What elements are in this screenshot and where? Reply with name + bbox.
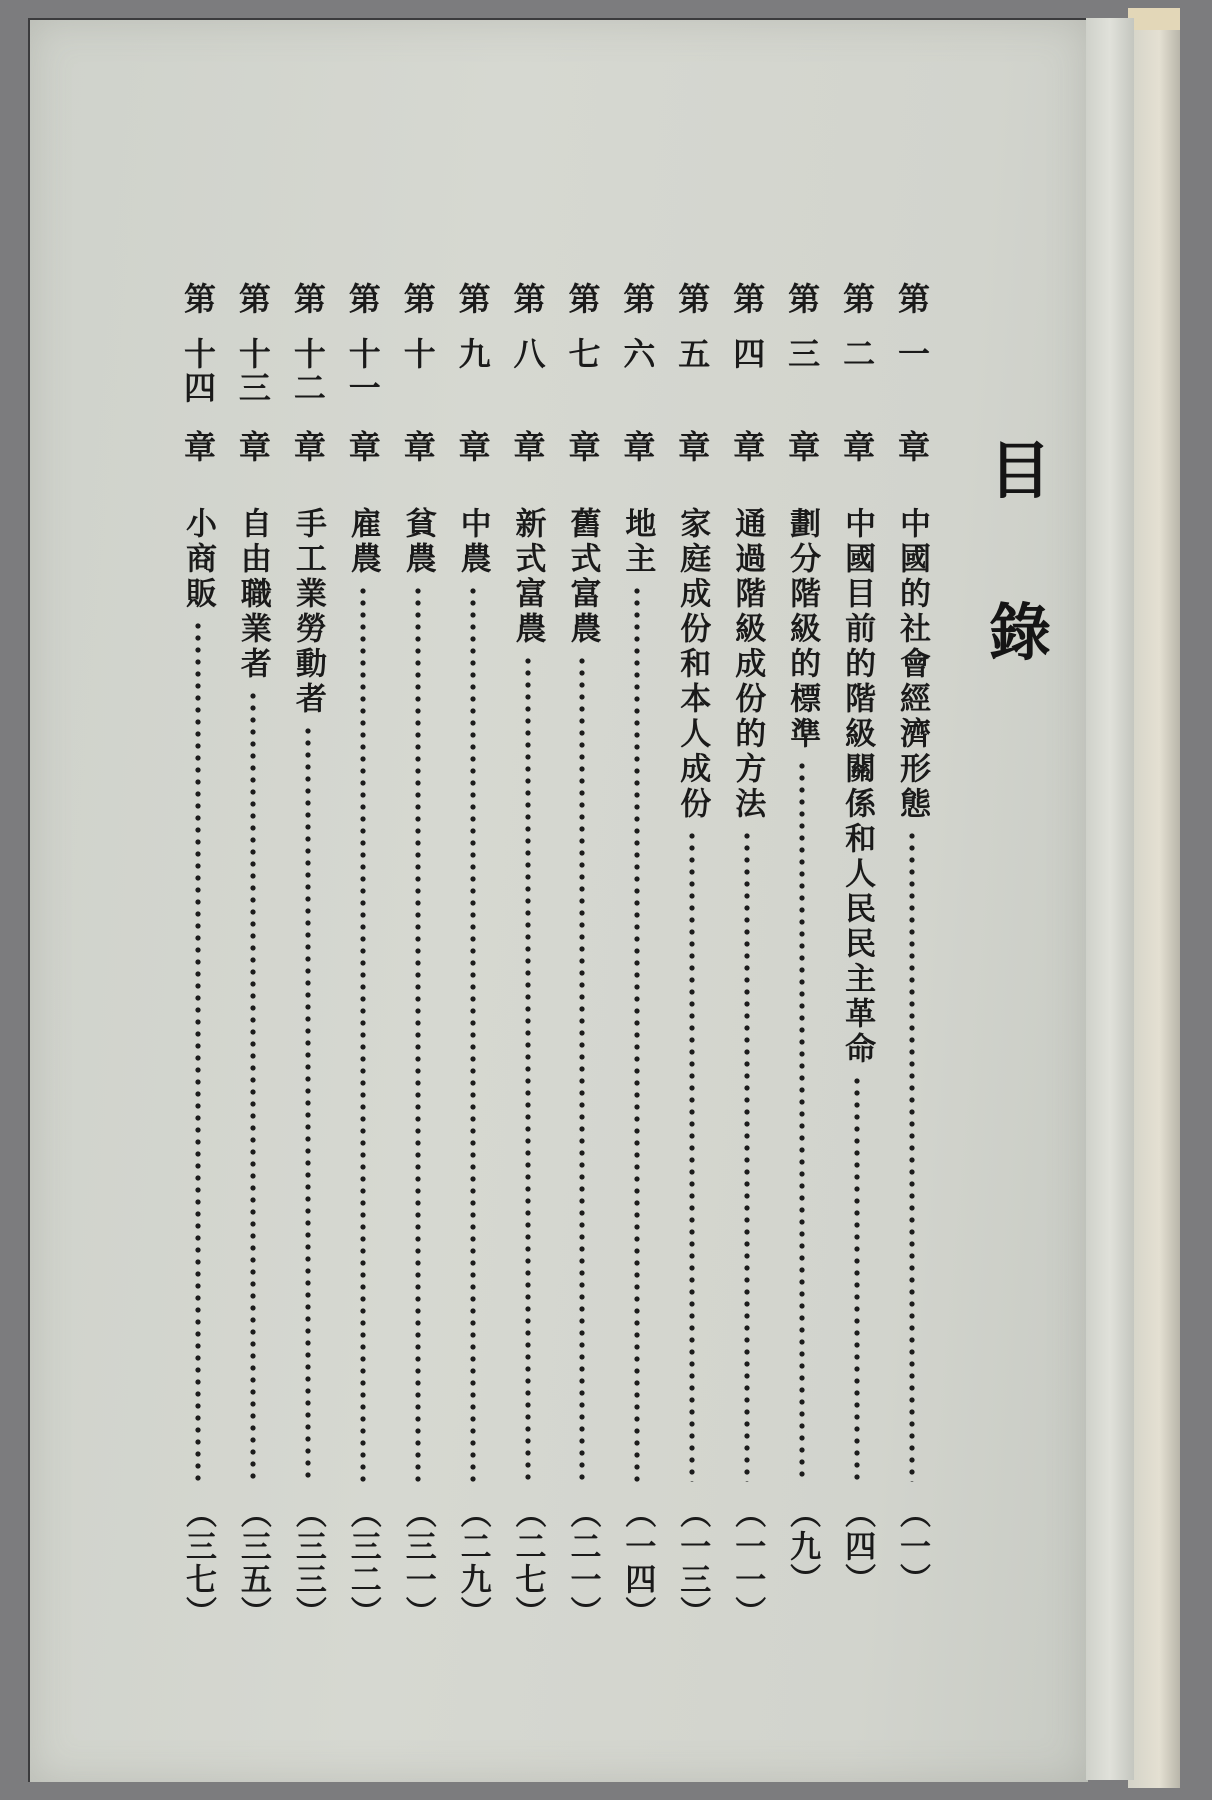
leader-dots — [798, 760, 806, 1482]
heading-char-1: 目 — [988, 434, 1051, 507]
chapter-title: 家庭成份和本人成份 — [674, 507, 711, 822]
toc-entry[interactable] — [614, 282, 660, 1632]
leader-dots — [469, 585, 477, 1482]
page-number: （一一） — [729, 1497, 766, 1629]
leader-dots — [414, 585, 422, 1482]
page-number: （三二） — [344, 1497, 381, 1629]
toc-entry[interactable] — [505, 282, 551, 1632]
chapter-number: 十三 — [233, 337, 272, 405]
chapter-number: 一 — [892, 337, 931, 371]
page-number: （四） — [839, 1497, 876, 1596]
chapter-number: 十 — [398, 337, 437, 371]
leader-dots — [249, 690, 257, 1482]
chapter-prefix: 第 — [838, 282, 877, 314]
toc-entry[interactable] — [779, 282, 825, 1632]
toc-entry[interactable] — [340, 282, 386, 1632]
chapter-suffix: 章 — [398, 430, 437, 462]
chapter-prefix: 第 — [783, 282, 822, 314]
chapter-suffix: 章 — [563, 430, 602, 462]
chapter-prefix: 第 — [618, 282, 657, 314]
chapter-number: 十四 — [179, 337, 217, 405]
chapter-label — [505, 282, 551, 462]
chapter-suffix: 章 — [288, 430, 327, 462]
chapter-label — [724, 282, 770, 462]
chapter-label — [395, 282, 441, 462]
chapter-prefix: 第 — [892, 282, 931, 314]
chapter-label — [779, 282, 825, 462]
toc-entry[interactable] — [889, 282, 935, 1632]
leader-dots — [359, 585, 367, 1482]
toc-entry[interactable] — [669, 282, 715, 1632]
toc-entry[interactable] — [395, 282, 441, 1632]
chapter-number: 七 — [563, 337, 602, 371]
toc-entry[interactable] — [175, 282, 221, 1632]
page-fold — [1086, 18, 1134, 1780]
chapter-number: 四 — [728, 337, 767, 371]
page-number: （三一） — [399, 1497, 436, 1629]
toc-entry[interactable] — [450, 282, 496, 1632]
page-number: （二九） — [454, 1497, 491, 1629]
chapter-suffix: 章 — [618, 430, 657, 462]
chapter-suffix: 章 — [783, 430, 822, 462]
toc-entry[interactable] — [834, 282, 880, 1632]
leader-dots — [194, 620, 202, 1482]
chapter-number: 六 — [618, 337, 657, 371]
chapter-label — [614, 282, 660, 462]
chapter-prefix: 第 — [398, 282, 437, 314]
toc-entry[interactable] — [559, 282, 605, 1632]
chapter-label — [889, 282, 935, 462]
chapter-title: 舊式富農 — [564, 507, 601, 647]
page-edge-top — [1128, 8, 1180, 30]
chapter-title: 地主 — [619, 507, 656, 577]
chapter-title: 中國目前的階級關係和人民民主革命 — [839, 507, 876, 1067]
chapter-title: 小商販 — [180, 507, 216, 612]
page-number: （三七） — [180, 1497, 216, 1629]
chapter-number: 三 — [783, 337, 822, 371]
leader-dots — [688, 830, 696, 1482]
table-of-contents-heading — [980, 434, 1060, 764]
page-number: （一三） — [674, 1497, 711, 1629]
chapter-suffix: 章 — [508, 430, 547, 462]
leader-dots — [578, 655, 586, 1482]
page-number: （二一） — [564, 1497, 601, 1629]
chapter-title: 手工業勞動者 — [289, 507, 326, 717]
chapter-title: 通過階級成份的方法 — [729, 507, 766, 822]
page-number: （九） — [784, 1497, 821, 1596]
chapter-label — [669, 282, 715, 462]
chapter-title: 劃分階級的標準 — [784, 507, 821, 752]
chapter-title: 自由職業者 — [234, 507, 271, 682]
heading-char-2: 錄 — [988, 596, 1051, 669]
page-number: （二七） — [509, 1497, 546, 1629]
chapter-label — [559, 282, 605, 462]
chapter-prefix: 第 — [453, 282, 492, 314]
toc-list — [175, 282, 935, 1632]
leader-dots — [524, 655, 532, 1482]
chapter-number: 二 — [838, 337, 877, 371]
chapter-suffix: 章 — [728, 430, 767, 462]
chapter-number: 五 — [673, 337, 712, 371]
chapter-prefix: 第 — [728, 282, 767, 314]
chapter-prefix: 第 — [343, 282, 382, 314]
chapter-suffix: 章 — [838, 430, 877, 462]
leader-dots — [853, 1075, 861, 1482]
page-edge-right — [1128, 8, 1180, 1788]
chapter-prefix: 第 — [508, 282, 547, 314]
page-number: （一） — [893, 1497, 930, 1596]
toc-entry[interactable] — [724, 282, 770, 1632]
chapter-label — [230, 282, 276, 462]
chapter-suffix: 章 — [233, 430, 272, 462]
chapter-label — [834, 282, 880, 462]
chapter-label — [340, 282, 386, 462]
leader-dots — [633, 585, 641, 1482]
chapter-title: 中國的社會經濟形態 — [893, 507, 930, 822]
chapter-label — [450, 282, 496, 462]
toc-entry[interactable] — [285, 282, 331, 1632]
chapter-suffix: 章 — [343, 430, 382, 462]
chapter-title: 中農 — [454, 507, 491, 577]
toc-entry[interactable] — [230, 282, 276, 1632]
page-number: （一四） — [619, 1497, 656, 1629]
chapter-suffix: 章 — [453, 430, 492, 462]
chapter-prefix: 第 — [563, 282, 602, 314]
chapter-prefix: 第 — [673, 282, 712, 314]
chapter-number: 九 — [453, 337, 492, 371]
chapter-prefix: 第 — [233, 282, 272, 314]
chapter-prefix: 第 — [288, 282, 327, 314]
chapter-label — [285, 282, 331, 462]
chapter-label — [175, 282, 221, 462]
chapter-number: 十一 — [343, 337, 382, 405]
leader-dots — [304, 725, 312, 1482]
page-number: （三五） — [234, 1497, 271, 1629]
chapter-suffix: 章 — [179, 430, 217, 462]
page-number: （三三） — [289, 1497, 326, 1629]
chapter-title: 新式富農 — [509, 507, 546, 647]
leader-dots — [743, 830, 751, 1482]
leader-dots — [908, 830, 916, 1482]
chapter-title: 雇農 — [344, 507, 381, 577]
chapter-prefix: 第 — [179, 282, 217, 314]
chapter-number: 八 — [508, 337, 547, 371]
chapter-suffix: 章 — [673, 430, 712, 462]
chapter-number: 十二 — [288, 337, 327, 405]
chapter-title: 貧農 — [399, 507, 436, 577]
chapter-suffix: 章 — [892, 430, 931, 462]
